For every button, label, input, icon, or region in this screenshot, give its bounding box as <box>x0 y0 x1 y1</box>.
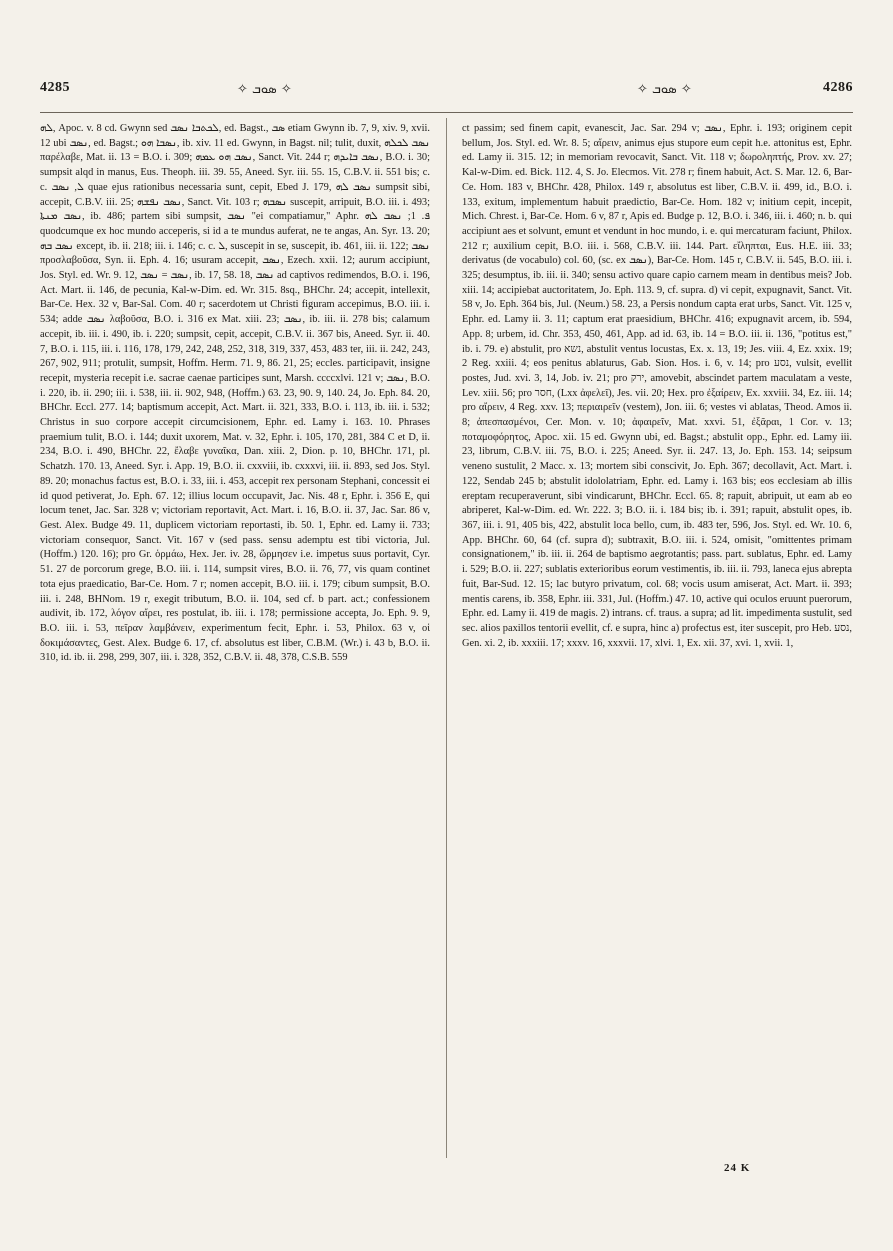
column-right-text: ct passim; sed finem capit, evanescit, Jac. Sar. 294 v; ܢܣܒ, Ephr. i. 193; originem cepit bellum, Jos. Styl. ed. Wr. 8. 5; αἴρειν, animus ejus stupore eum cepit h.e. attonitus est, Ephr. ed. Lamy ii. 315. 12; in memoriam revocavit, Sanct. Vit. 118 v; δωροληπτής, Prov. xv. 27; Kal-w-Dim. ed. Bick. 112. 4, S. Jo. Elecmos. Vit. 278 r; finem habuit, Act. S. Mar. 12. 6, Bar-Ce. Hom. 183 v, BHChr. 428, Philox. 149 r, absolutus est liber, C.B.V. ii. 499, id., B.O. i. 133, exitum, implementum habuit praedictio, Bar-Ce. Hom. 182 v; initium cepit, incepit, Mich. Chrest. i, Bar-Ce. Hom. 6 v, 87 r, Apis ed. Budge p. 12, B.O. i. 346, iii. i. 460; n. b. qui accipiunt aes et solvunt, emunt et vendunt in hoc mundo, i. e. qui mercaturam faciunt, Philox. 212 r; auxilium cepit, B.O. iii. i. 568, C.B.V. iii. 144. Part. εἴληπται, Eus. H.E. iii. 33; derivatus (de vocabulo) col. 60, (sc. ex ܢܣܒ), Bar-Ce. Hom. 145 r, C.B.V. ii. 545, B.O. iii. i. 325; desumptus, ib. iii. ii. 340; sensu activo quare capio carnem meam in dentibus meis? Job. xiii. 14; accipiebat auctoritatem, Jo. Eph. 113. 9, cf. supra. d) vi cepit, expugnavit, Sanct. Vit. 58 v, Jo. Eph. 364 bis, Jul. (Neum.) 58. 23, a Persis nondum capta erat urbs, Sanct. Vit. 125 v, Ephr. ed. Lamy ii. 3. 11; captum erat praesidium, BHChr. 416; expugnavit arcem, ib. 594, App. 8; urbem, id. Chr. 353, 450, 461, App. ad id. 63, ib. 14 = B.O. iii. ii. 136, "potitus est," ib. i. 79. e) abstulit, pro נשא, abstulit ventus locustas, Ex. x. 13, 19; Jes. viii. 4, Ez. xxix. 19; 2 Reg. xxiii. 4; eos penitus ablaturus, Gab. Sion. Hos. i. 6, v. 14; pro נסע, vulsit, evellit postes, Jud. xvi. 3, 14, Job. iv. 21; pro ירק, amovebit, abscindet partem maculatam a veste, Lev. xiii. 56; pro חסר, (Lxx ἀφελεῖ), Jes. vii. 20; Hex. pro ἐξαίρειν, Ex. xxviii. 34, Ez. iii. 14; pro αἴρειν, 4 Reg. xxv. 13; περιαιρεῖν (vestem), Jon. iii. 6; vestes vi ablatas, Theod. Amos ii. 8; ἀπεσπασμένοι, Cer. Mon. v. 10; ἀφαιρεῖν, Mat. xxvi. 51, ἐξᾶραι, 1 Cor. v. 13; ποταμοφόρητος, Apoc. xii. 15 ed. Gwynn ubi, ed. Bagst.; abstulit opp., Ephr. ed. Lamy iii. 23, librum, C.B.V. iii. 75, B.O. i. 225; Aneed. Syr. ii. 247. 13, Jo. Eph. 153. 14; seipsum veneno sustulit, 2 Macc. x. 13; mortem sibi conscivit, Jo. Eph. 367; decollavit, Act. Mart. i. 122, Sendab 245 b; abstulit idololatriam, Ephr. ed. Lamy i. 163 bis; eos ecclesiam ab illis ereptam recuperaverunt, sibi vindicarunt, BHChr. Eccl. 65. 8; rapuit, abripuit, ut eam ab eo abriperet, Kal-w-Dim. ed. Wr. 222. 3; B.O. ii. i. 184 bis; ib. i. 391; rapuit, abstulit opes, ib. 367, iii. i. 91, 405 bis, 422, abstulit loca bello, cum, ib. 483 ter, 596, Jos. Styl. ed. Wr. 10. 6, App. BHChr. 60, 64 (cf. supra d); subtraxit, B.O. iii. i. 524, omisit, "omittentes primam consignationem," ib. iii. ii. 264 de baptismo aegrotantis; pass. part. sublatus, Ephr. ed. Lamy i. 529; B.O. ii. 227; sublatis exterioribus eorum vestimentis, ib. iii. ii. 793, laneca ejus abrepta fuit, Bar-Sud. 12. 15; lac butyro privatum, col. 68; vocis usum amiserat, Act. Mart. ii. 393; mentis carens, ib. 358, Ephr. iii. 331, Jul. (Hoffm.) 47. 10, active qui oculos eruunt puerorum, Ephr. ed. Lamy ii. 419 de magis. 2) intrans. cf. traus. a supra; ad lit. impedimenta sustulit, sed sec. alios paxillos tentorii evellit, cf. e supra, hinc a) profectus est, iter suscepit, pro Heb. נסע, Gen. xi. 2, ib. xxxiii. 17; xxxv. 16, xxxvii. 17, xlvi. 1, Ex. xii. 37, xvi. 1, xvii. 1, <box>462 123 852 649</box>
running-head-left: ✧ ܣܘܒ ✧ <box>237 82 292 97</box>
signature-mark: 24 K <box>724 1162 751 1174</box>
column-left <box>40 122 430 1156</box>
running-head-right: ✧ ܣܘܒ ✧ <box>637 82 692 97</box>
column-left-text: ܠܗ, Apoc. v. 8 cd. Gwynn sed ܠܟܬܒܐ ܢܣܒ, ed. Bagst., ܣܒ etiam Gwynn ib. 7, 9, xiv. 9, xvii. 12 ubi ܢܣܒ, ed. Bagst.; ܢܣܒܐ ܗܘ, ib. xiv. 11 ed. Gwynn, in Bagst. nil; tulit, duxit, ܢܣܒ ܠܟܠܗ παρέλαβε, Mat. ii. 13 = B.O. i. 309; ܢܣܒ ܗܘ ܥܡܗ, Sanct. Vit. 244 r; ܢܣܒ ܒܐܝܕܗ, B.O. i. 30; sumpsit alqd in manus, Eus. Theoph. iii. 39. 55, Aneed. Syr. iii. 55. 15, C.B.V. ii. 551 bis; c. c. ܠ, ܢܣܒ quae ejus rationibus necessaria sunt, cepit, Ebed J. 179, ܢܣܒ ܠܗ sumpsit sibi, accepit, C.B.V. iii. 25; ܢܣܒ ܢܦܫܗ, Sanct. Vit. 103 r; ܢܣܒܗ suscepit, arripuit, B.O. iii. i. 493; ܢܣܒ ܡܢܬܐ, ib. 486; partem sibi sumpsit, ܢܣܒ "ei compatiamur," Aphr. ܦ. 1; ܢܣܒ ܠܗ quodcumque ex hoc mundo acceperis, si id a te mundus auferat, ne te angas, An. Syr. 13. 20; ܢܣܒ ܒܗ except, ib. ii. 218; iii. i. 146; c. c. ܠ, suscepit in se, suscepit, ib. 461, iii. ii. 122; ܢܣܒ προσλαβοῦσα, Syn. ii. Eph. 4. 16; usuram accepit, ܢܣܒ, Ezech. xxii. 12; aurum accipiunt, Jos. Styl. ed. Wr. 9. 12, ܢܣܒ = ܢܣܒ, ib. 17, 58. 18, ܢܣܒ ad captivos redimendos, B.O. i. 196, Act. Mart. ii. 146, de pecunia, Kal-w-Dim. ed. Wr. 315. 8sq., BHChr. 24; accepit, intellexit, Bar-Ce. Hex. 32 v, Bar-Sal. Com. 40 r; sacerdotem ut Christi figuram accepimus, B.O. iii. i. 534; adde ܢܣܒ λαβοῦσα, B.O. i. 316 ex Mat. xiii. 23; ܢܣܒ, ib. iii. ii. 278 bis; calamum accepit, ib. iii. i. 490, ib. i. 220; sumpsit, cepit, accepit, C.B.V. ii. 367 bis, Aneed. Syr. ii. 40. 7, B.O. i. 115, iii. i. 116, 178, 179, 242, 248, 252, 318, 319, 337, 453, 483 ter, iii. ii. 242, 243, 267, 902, 911; protulit, sumpsit, Hoffm. Herm. 71. 9, 86. 21, 25; eccles. participavit, insigne recepit, mysteria recepit i.e. sacrae caenae participes sunt, Marsh. ccccxlvi. 121 v; ܢܣܒ, B.O. i. 220, ib. ii. 290; iii. i. 538, iii. ii. 902, 948, (Hoffm.) 63. 23, 90. 9, 140. 24, Jo. Eph. 84. 20, BHChr. Eccl. 277. 14; baptismum accepit, Act. Mart. ii. 321, 333, B.O. i. 113, ib. iii. i. 532; Christus in suo corpore accepit circumcisionem, Ephr. ed. Lamy i. 163. 10. Phrases praemium tulit, B.O. i. 144; duxit uxorem, Mat. v. 32, Ephr. i. 105, 170, 281, 384 C et D, ii. 234, B.O. i. 490, BHChr. 22, ἔλαβε γυναῖκα, Dan. xiii. 2, Dion. p. 10, BHChr. 171, pl. Schatzh. 170. 13, Aneed. Syr. i. App. 19, B.O. ii. cxxviii, ib. cxxxvi, iii. ii. 893, sed Jos. Styl. 89. 20; monachus factus est, B.O. i. 33, iii. i. 453, accepit rex personam Stephani, concessit ei id quod petiverat, Jo. Eph. 67. 12; illius locum occupavit, Jac. Nis. 48 r, Ephr. i. 356 E, qui locum tenet, Jac. Sar. 328 v; victoriam reportavit, Act. Mart. i. 16, B.O. ii. 37, Jac. Sar. 86 v, Gest. Alex. Budge 49. 11, duplicem victoriam reportasti, ib. 50. 1, Ephr. ed. Lamy ii. 733; victoriam consequor, Sanct. Vit. 167 v (sed pass. sensu ademptu est tibi victoria, Jul. (Hoffm.) 120. 16); pro Gr. ὁρμάω, Hex. Jer. iv. 28, ὥρμησεν i.e. impetus suus portavit, Cyr. 51. 27 de porcorum grege, B.O. iii. i. 114, sumpsit vires, B.O. ii. 76, 77, vis quam continet tota ejus praedicatio, Bar-Ce. Hom. 7 r; nomen accepit, B.O. iii. i. 179; cibum sumpsit, B.O. iii. i. 248, BHNom. 19 r, exegit tributum, B.O. ii. 104, sed cf. b part. act.; confessionem audivit, ib. 172, λόγον αἴρει, res postulat, ib. iii. i. 178; permissione accepta, Jo. Eph. 9. 9, B.O. iii. i. 53, πεῖραν λαμβάνειν, experimentum fecit, Ephr. i. 53, Philox. 63 v, οἱ δοκιμάσαντες, Gest. Alex. Budge 6. 17, cf. absolutus est liber, C.B.M. (Wr.) i. 43 b, B.O. ii. 310, id. ib. ii. 298, 299, 307, iii. i. 328, 352, C.B.V. ii. 48, 378, C.S.B. 559 <box>40 123 430 664</box>
column-divider <box>446 118 447 1158</box>
column-right <box>462 122 852 1156</box>
page-header <box>40 80 853 102</box>
page-number-right: 4286 <box>823 80 853 95</box>
page-number-left: 4285 <box>40 80 70 95</box>
header-rule <box>40 112 853 113</box>
